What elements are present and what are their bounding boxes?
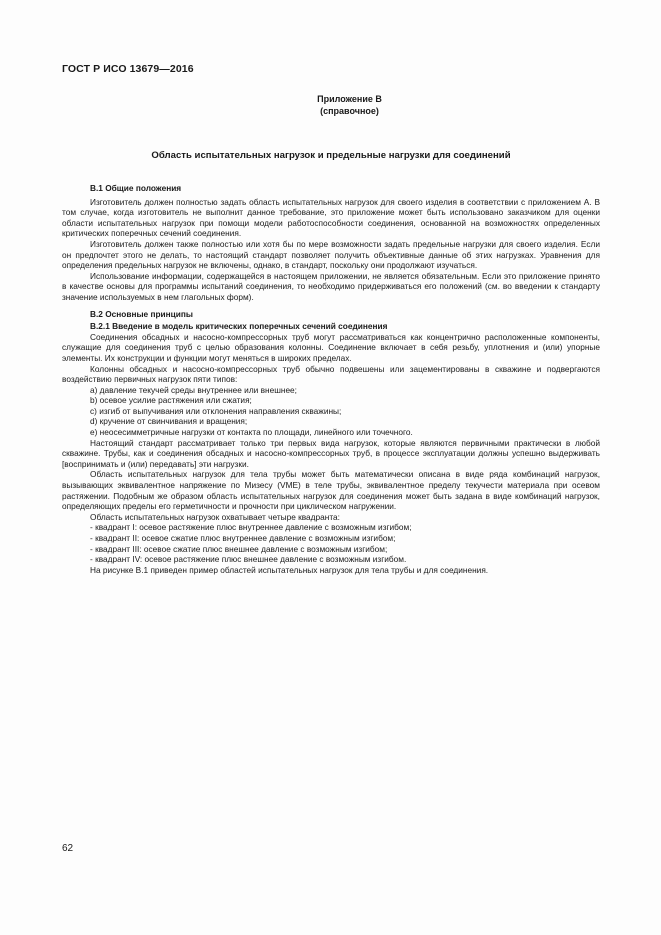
subsection-heading-b2-1: В.2.1 Введение в модель критических поперечных сечений соединения [90,321,388,332]
section-heading-b2: В.2 Основные принципы [90,308,193,319]
load-type-item: b) осевое усилие растяжения или сжатия; [90,395,252,406]
load-type-item: c) изгиб от выпучивания или отклонения направления скважины; [90,405,342,416]
paragraph: Настоящий стандарт рассматривает только три первых вида нагрузок, которые являются первичными практически в любой скважине. Трубы, как и соединения обсадных и насосно-компрессорных труб, в процессе эксплуатации должны успешно выдерживать [воспринимать и (или) передавать] эти нагрузки. [62,437,600,469]
quadrant-item: - квадрант III: осевое сжатие плюс внешнее давление с возможным изгибом; [90,543,388,554]
annex-body [62,183,600,575]
paragraph: Изготовитель должен полностью задать область испытательных нагрузок для своего изделия в соответствии с приложением А. В том случае, когда изготовитель не выполнит данное требование, это приложение может быть использовано заказчиком для оценки области испытательных нагрузок при помощи модели работоспособности соединения, основанной на возможностях определенных критических поперечных сечений соединения. [62,196,600,239]
load-type-item: a) давление текучей среды внутреннее или внешнее; [90,384,297,395]
annex-heading [0,93,661,117]
load-type-item: e) неосесимметричные нагрузки от контакта по площади, линейного или точечного. [90,427,413,438]
annex-title: Приложение В [317,94,382,104]
quadrant-item: - квадрант II: осевое сжатие плюс внутреннее давление с возможным изгибом; [90,533,396,543]
document-header: ГОСТ Р ИСО 13679—2016 [62,63,194,75]
load-type-item: d) кручение от свинчивания и вращения; [90,416,248,427]
quadrant-item: - квадрант I: осевое растяжение плюс внутреннее давление с возможным изгибом; [90,522,412,533]
paragraph: Соединения обсадных и насосно-компрессорных труб могут рассматриваться как концентрично расположенные компоненты, служащие для соединения труб с целью образования колонны. Соединение включает в себя резьбу, уплотнения и (или) упорные элементы. Их конструкции и функции могут меняться в широких пределах. [62,331,600,363]
paragraph: Изготовитель должен также полностью или хотя бы по мере возможности задать предельные нагрузки для своего изделия. Если он предпочтет этого не делать, то настоящий стандарт позволяет получить объективные данные об этих нагрузках. Уравнения для определения предельных нагрузок не включены, однако, в стандарт, поскольку они продолжают изучаться. [62,238,600,271]
paragraph: На рисунке В.1 приведен пример областей испытательных нагрузок для тела трубы и для соединения. [90,564,489,575]
annex-type: (справочное) [320,106,379,116]
annex-main-title: Область испытательных нагрузок и предельные нагрузки для соединений [151,150,511,161]
paragraph: Область испытательных нагрузок охватывает четыре квадранта: [90,511,340,522]
section-heading-b1: В.1 Общие положения [90,183,182,193]
quadrant-item: - квадрант IV: осевое растяжение плюс внешнее давление с возможным изгибом. [90,554,407,565]
paragraph: Область испытательных нагрузок для тела трубы может быть математически описана в виде ряда комбинаций нагрузок, вызывающих эквивалентное напряжение по Мизесу (VME) в теле трубы, эквивалентное пределу текучести материала при осевом растяжении. Подобным же образом область испытательных нагрузок для соединения может быть задана в виде комбинаций нагрузок, определяющих пределы его герметичности и прочности при циклическом нагружении. [62,469,600,512]
paragraph: Использование информации, содержащейся в настоящем приложении, не является обязательным. Если это приложение принято в качестве основы для программы испытаний соединения, то необходимо придерживаться его положений (см. во введении к стандарту значение используемых в нем глагольных форм). [62,270,600,302]
page-number: 62 [62,843,74,854]
paragraph: Колонны обсадных и насосно-компрессорных труб обычно подвешены или зацементированы в скважине и подвергаются воздействию первичных нагрузок пяти типов: [62,363,600,385]
